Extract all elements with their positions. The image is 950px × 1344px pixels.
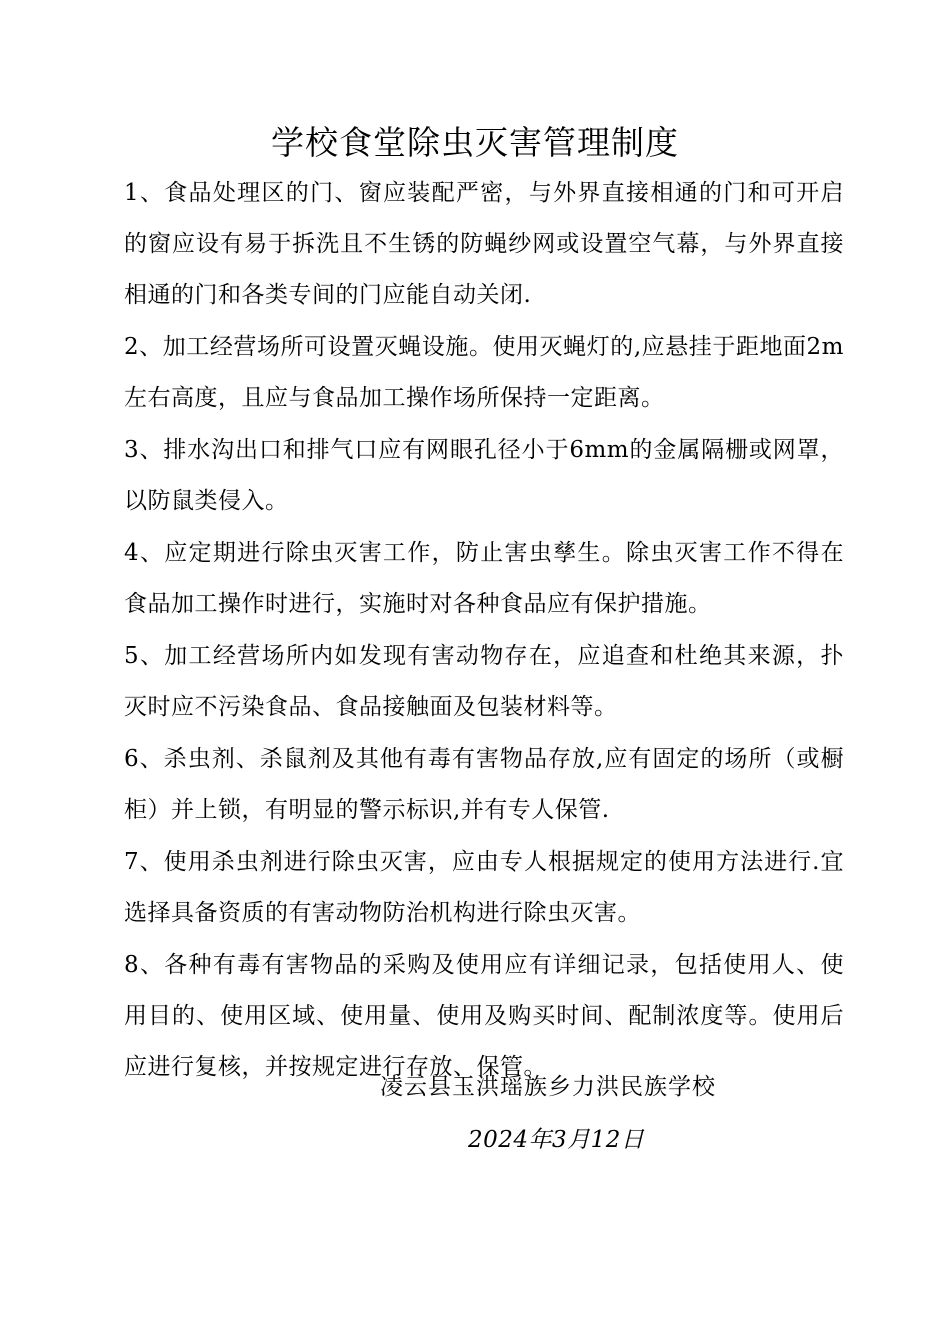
school-signature: 凌云县玉洪瑶族乡力洪民族学校 (380, 1074, 716, 1100)
document-body (124, 168, 844, 1094)
rule-paragraph-1: 1、食品处理区的门、窗应装配严密，与外界直接相通的门和可开启的窗应设有易于拆洗且不生锈的防蝇纱网或设置空气幕，与外界直接相通的门和各类专间的门应能自动关闭. (124, 180, 844, 308)
rule-paragraph-5: 5、加工经营场所内如发现有害动物存在，应追查和杜绝其来源，扑灭时应不污染食品、食品接触面及包装材料等。 (124, 643, 844, 720)
rule-paragraph-4: 4、应定期进行除虫灭害工作，防止害虫孳生。除虫灭害工作不得在食品加工操作时进行，实施时对各种食品应有保护措施。 (124, 540, 844, 617)
document-date: 2024年3月12日 (468, 1127, 645, 1153)
document-title: 学校食堂除虫灭害管理制度 (271, 123, 679, 162)
rule-paragraph-8: 8、各种有毒有害物品的采购及使用应有详细记录，包括使用人、使用目的、使用区域、使用量、使用及购买时间、配制浓度等。使用后应进行复核，并按规定进行存放、保管。 (124, 952, 844, 1080)
rule-paragraph-2: 2、加工经营场所可设置灭蝇设施。使用灭蝇灯的,应悬挂于距地面2m左右高度，且应与食品加工操作场所保持一定距离。 (124, 334, 844, 411)
rule-paragraph-6: 6、杀虫剂、杀鼠剂及其他有毒有害物品存放,应有固定的场所（或橱柜）并上锁，有明显的警示标识,并有专人保管. (124, 746, 844, 823)
rule-paragraph-3: 3、排水沟出口和排气口应有网眼孔径小于6mm的金属隔栅或网罩，以防鼠类侵入。 (124, 437, 844, 514)
rule-paragraph-7: 7、使用杀虫剂进行除虫灭害，应由专人根据规定的使用方法进行.宜选择具备资质的有害动物防治机构进行除虫灭害。 (124, 849, 844, 926)
